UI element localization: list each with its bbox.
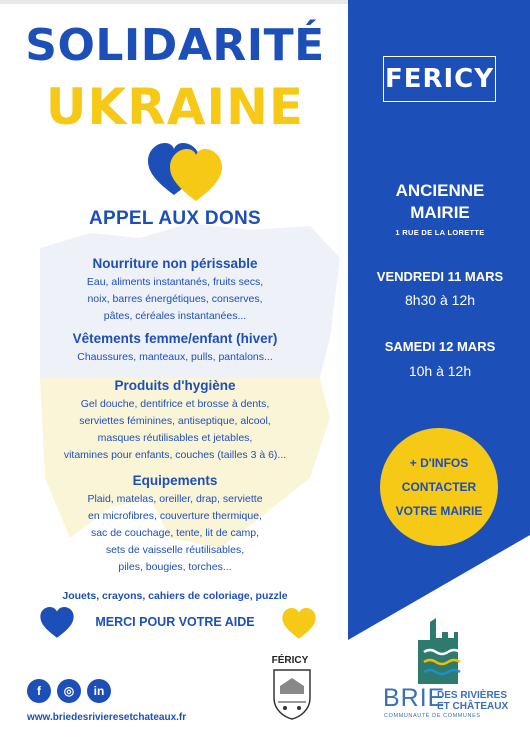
brie-logo-tagline: COMMUNAUTÉ DE COMMUNES	[384, 713, 481, 719]
facebook-icon[interactable]: f	[27, 679, 51, 703]
blue-yellow-hearts-icon	[148, 143, 222, 201]
title-ukraine: UKRAINE	[45, 78, 305, 136]
section-line: pâtes, céréales instantanées...	[103, 310, 247, 322]
section-line: serviettes féminines, antiseptique, alcool,	[79, 415, 271, 427]
brie-line-1: DES RIVIÈRES	[437, 690, 508, 701]
section-equipment	[0, 473, 350, 576]
section-line: sets de vaisselle réutilisables,	[105, 544, 245, 556]
thanks-text: MERCI POUR VOTRE AIDE	[95, 615, 255, 629]
section-line: masques réutilisables et jetables,	[97, 432, 253, 444]
venue-line-2: MAIRIE	[410, 203, 470, 222]
toys-line: Jouets, crayons, cahiers de coloriage, puzzle	[62, 590, 288, 602]
time-friday: 8h30 à 12h	[404, 292, 476, 308]
brie-line-2: ET CHÂTEAUX	[437, 701, 509, 712]
instagram-icon[interactable]: ◎	[57, 679, 81, 703]
section-line: piles, bougies, torches...	[118, 561, 232, 573]
section-line: en microfibres, couverture thermique,	[88, 510, 262, 522]
section-heading: Vêtements femme/enfant (hiver)	[72, 331, 278, 346]
section-line: noix, barres énergétiques, conserves,	[87, 293, 263, 305]
section-line: vitamines pour enfants, couches (tailles 3 à 6)...	[63, 449, 287, 461]
venue-name	[350, 180, 530, 224]
venue-line-1: ANCIENNE	[395, 181, 485, 200]
section-heading: Nourriture non périssable	[92, 256, 258, 271]
town-badge: FERICY	[383, 56, 496, 102]
brie-logo-subtitle	[437, 690, 508, 712]
brie-logo-text: BRIE	[383, 684, 446, 712]
info-line-3: VOTRE MAIRIE	[395, 504, 483, 518]
section-line: Eau, aliments instantanés, fruits secs,	[86, 276, 264, 288]
section-heading: Equipements	[132, 473, 218, 488]
title-solidarite: SOLIDARITÉ	[25, 20, 325, 71]
fericy-logo-label: FÉRICY	[271, 655, 309, 666]
time-saturday: 10h à 12h	[408, 363, 472, 379]
info-circle	[380, 428, 498, 546]
linkedin-icon[interactable]: in	[87, 679, 111, 703]
section-line: sac de couchage, tente, lit de camp,	[90, 527, 260, 539]
appeal-heading: APPEL AUX DONS	[88, 208, 262, 229]
section-line: Chaussures, manteaux, pulls, pantalons...	[77, 351, 273, 363]
info-line-1: + D'INFOS	[409, 456, 469, 470]
website-link[interactable]: www.briedesrivieresetchateaux.fr	[27, 712, 187, 723]
info-line-2: CONTACTER	[401, 480, 477, 494]
date-saturday: SAMEDI 12 MARS	[384, 339, 496, 354]
brie-tower-logo-icon	[408, 610, 468, 690]
date-friday: VENDREDI 11 MARS	[376, 269, 504, 284]
section-heading: Produits d'hygiène	[114, 378, 236, 393]
fericy-crest-icon	[272, 668, 312, 720]
venue-address: 1 RUE DE LA LORETTE	[395, 228, 485, 237]
yellow-heart-icon	[281, 608, 317, 640]
section-line: Plaid, matelas, oreiller, drap, serviette	[87, 493, 263, 505]
section-clothing	[0, 331, 350, 366]
section-line: Gel douche, dentifrice et brosse à dents,	[80, 398, 270, 410]
section-food	[0, 256, 350, 325]
section-hygiene	[0, 378, 350, 464]
